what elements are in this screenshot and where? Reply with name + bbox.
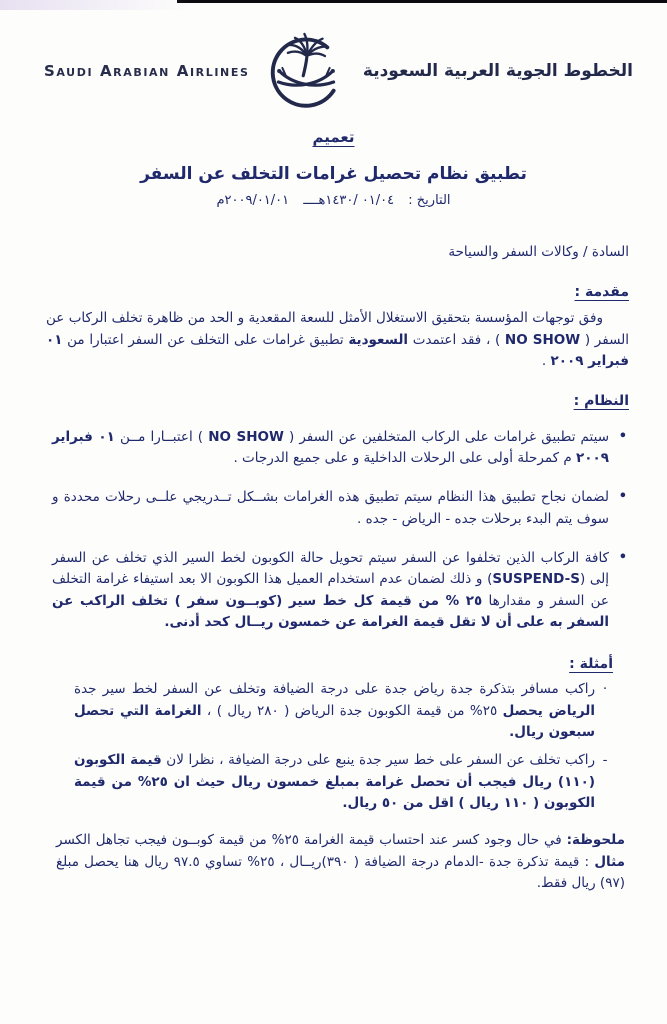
text-run: ) اعتبــارا مــن	[114, 428, 209, 445]
text-run: في حال وجود كسر عند احتساب قيمة الغرامة ٢٥% من قيمة كوبــون فيجب تجاهل الكسر	[56, 832, 567, 849]
gregorian-date: ٢٠٠٩/٠١/٠١م	[216, 193, 290, 208]
text-run: NO SHOW	[208, 428, 284, 445]
airline-arabic-name: الخطوط الجوية العربية السعودية	[362, 61, 633, 81]
example-item	[46, 679, 615, 743]
document-body	[0, 242, 667, 894]
palm-and-swords-icon	[258, 30, 354, 112]
bullet-item	[46, 548, 627, 633]
examples-list	[46, 679, 615, 814]
text-run: ٠١ فبراير ٢٠٠٩	[46, 331, 629, 370]
text-run: راكب مسافر بتذكرة جدة رياض جدة على درجة الضيافة وتخلف عن السفر لخط سير جدة	[74, 681, 595, 698]
scan-artifact-top-line	[177, 0, 667, 3]
text-run: ملحوظة:	[566, 832, 625, 849]
text-run: السعودية	[348, 331, 409, 348]
text-run: ٢٥ % من قيمة كل خط سير (كوبــون سفر ) تخلف الراكب عن السفر به على أن لا تقل قيمة الغرامة عن خمسون ريــال كحد أدنى.	[52, 592, 609, 630]
text-run: الرياض يحصل	[502, 702, 595, 719]
bullet-marker: •	[618, 428, 627, 444]
text-run: لضمان نجاح تطبيق هذا النظام سيتم تطبيق هذه الغرامات بشــكل تــدريجي علــى رحلات محددة و سوف يتم البدء برحلات جده - الرياض - جده .	[52, 489, 609, 527]
text-run: ) و ذلك لضمان عدم استخدام العميل هذا الكوبون الا بعد استيفاء غرامة التخلف عن السفر و مقدارها	[52, 571, 609, 609]
text-run: ) ، فقد اعتمدت	[408, 331, 505, 348]
example-text	[46, 679, 595, 743]
system-heading: النظام :	[573, 393, 629, 410]
text-run: مثال	[594, 853, 625, 870]
text-run: NO SHOW	[504, 331, 581, 348]
saudia-logo	[258, 30, 354, 112]
note-paragraph	[46, 830, 625, 894]
text-run: م كمرحلة أولى على الرحلات الداخلية و على جميع الدرجات .	[233, 449, 577, 466]
text-run: .	[541, 353, 551, 370]
text-run: وفق توجهات المؤسسة بتحقيق الاستغلال الأمثل للسعة المقعدية و الحد من ظاهرة تخلف الركاب عن السفر (	[46, 310, 629, 348]
intro-paragraph	[46, 308, 629, 372]
document-title: تطبيق نظام تحصيل غرامات التخلف عن السفر	[140, 164, 527, 184]
hijri-date: ٠١/٠٤ /١٤٣٠هــــ	[303, 193, 395, 208]
example-marker: ·	[602, 681, 608, 698]
text-run: كافة الركاب الذين تخلفوا عن السفر سيتم تحويل حالة الكوبون لخط السير الذي تخلف عن السفر إلى (	[52, 549, 609, 588]
text-run: راكب تخلف عن السفر على خط سير جدة ينبع على درجة الضيافة ، نظرا لان	[161, 752, 595, 769]
bullet-marker: •	[618, 549, 627, 565]
text-run: الغرامة التي تحصل سبعون ريال.	[74, 702, 595, 740]
circular-label: تعميم	[312, 128, 355, 146]
text-run: : قيمة تذكرة جدة -الدمام درجة الضيافة ( ٣٩٠)ريــال ، ٢٥% تساوي ٩٧.٥ ريال هنا يحصل مبلغ (٩٧) ريال فقط.	[56, 853, 625, 891]
text-run: SUSPEND-S	[492, 571, 580, 588]
bullet-marker: •	[618, 489, 627, 505]
text-run: قيمة الكوبون (١١٠) ريال فيجب أن تحصل غرامة بمبلغ خمسون ريال حيث ان ٢٥% من قيمة الكوبون ( ١١٠ ريال ) اقل من ٥٠ ريال.	[74, 752, 595, 811]
text-run: سيتم تطبيق غرامات على الركاب المتخلفين عن السفر (	[283, 428, 610, 445]
example-item	[46, 750, 615, 814]
bullet-text	[46, 487, 609, 530]
example-marker: -	[602, 752, 608, 769]
intro-heading: مقدمة :	[574, 284, 629, 301]
examples-heading: أمثلة :	[569, 656, 613, 673]
bullet-item	[46, 487, 627, 530]
example-text	[46, 750, 595, 814]
bullet-text	[46, 427, 609, 470]
bullet-item	[46, 427, 627, 470]
system-bullet-list	[46, 427, 629, 634]
letterhead	[0, 0, 667, 112]
text-run: ٠١ فبراير ٢٠٠٩	[52, 428, 609, 466]
date-line	[0, 193, 667, 208]
airline-english-name: Saudi Arabian Airlines	[44, 62, 250, 80]
scan-artifact-corner-tint	[0, 0, 190, 10]
date-label: التاريخ :	[408, 193, 451, 208]
bullet-text	[46, 548, 609, 633]
text-run: تطبيق غرامات على التخلف عن السفر اعتبارا من	[62, 331, 349, 348]
addressee-line: السادة / وكالات السفر والسياحة	[448, 244, 629, 260]
text-run: ٢٥% من قيمة الكوبون جدة الرياض ( ٢٨٠ ريال ) ،	[201, 702, 503, 719]
